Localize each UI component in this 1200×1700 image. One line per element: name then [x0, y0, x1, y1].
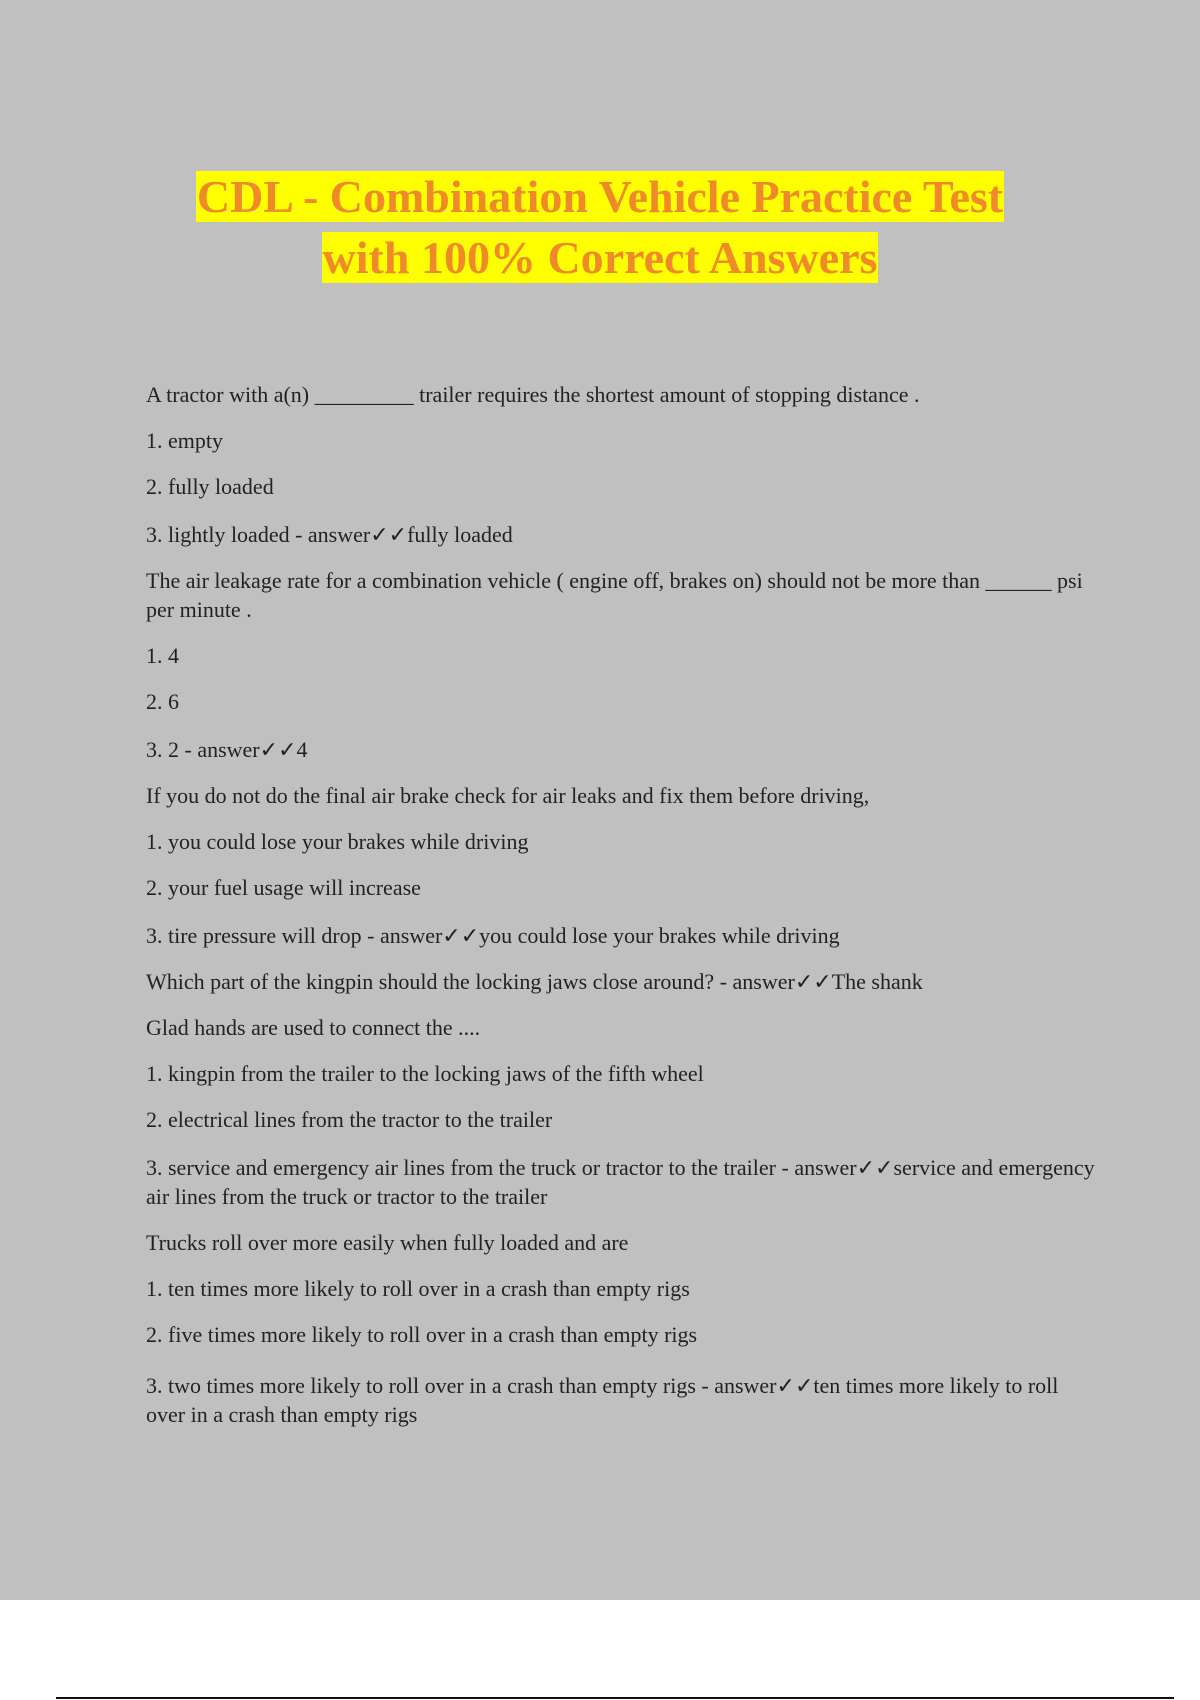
answer-option: 2. 6	[146, 689, 179, 714]
question-text: Trucks roll over more easily when fully loaded and are	[146, 1230, 629, 1255]
question-text: If you do not do the final air brake check for air leaks and fix them before driving,	[146, 783, 870, 808]
page-title	[0, 166, 1200, 288]
answer-option: 1. 4	[146, 643, 179, 668]
answer-option: 2. electrical lines from the tractor to the trailer	[146, 1107, 553, 1132]
answer-option: 1. empty	[146, 428, 223, 453]
question-text: The air leakage rate for a combination vehicle ( engine off, brakes on) should not be more than ______ psi per minute .	[146, 568, 1083, 622]
answer-option-with-answer: 3. 2 - answer✓✓4	[146, 737, 308, 762]
answer-option-with-answer: 3. service and emergency air lines from the truck or tractor to the trailer - answer✓✓service and emergency air lines from the truck or tractor to the trailer	[146, 1155, 1095, 1209]
question-text: Which part of the kingpin should the locking jaws close around? - answer✓✓The shank	[146, 969, 923, 994]
title-line-1: CDL - Combination Vehicle Practice Test	[196, 171, 1004, 222]
title-line-2: with 100% Correct Answers	[322, 232, 878, 283]
answer-option: 1. you could lose your brakes while driving	[146, 829, 529, 854]
answer-option: 1. ten times more likely to roll over in a crash than empty rigs	[146, 1276, 690, 1301]
question-text: A tractor with a(n) _________ trailer requires the shortest amount of stopping distance .	[146, 382, 920, 407]
answer-option-with-answer: 3. lightly loaded - answer✓✓fully loaded	[146, 522, 513, 547]
question-text: Glad hands are used to connect the ....	[146, 1015, 481, 1040]
answer-option: 1. kingpin from the trailer to the locking jaws of the fifth wheel	[146, 1061, 704, 1086]
answer-option-with-answer: 3. two times more likely to roll over in a crash than empty rigs - answer✓✓ten times more likely to roll over in a crash than empty rigs	[146, 1373, 1059, 1427]
answer-option-with-answer: 3. tire pressure will drop - answer✓✓you could lose your brakes while driving	[146, 923, 840, 948]
answer-option: 2. five times more likely to roll over in a crash than empty rigs	[146, 1322, 698, 1347]
question-list	[146, 380, 1096, 1429]
answer-option: 2. your fuel usage will increase	[146, 875, 421, 900]
answer-option: 2. fully loaded	[146, 474, 274, 499]
footer-divider	[56, 1697, 1174, 1699]
